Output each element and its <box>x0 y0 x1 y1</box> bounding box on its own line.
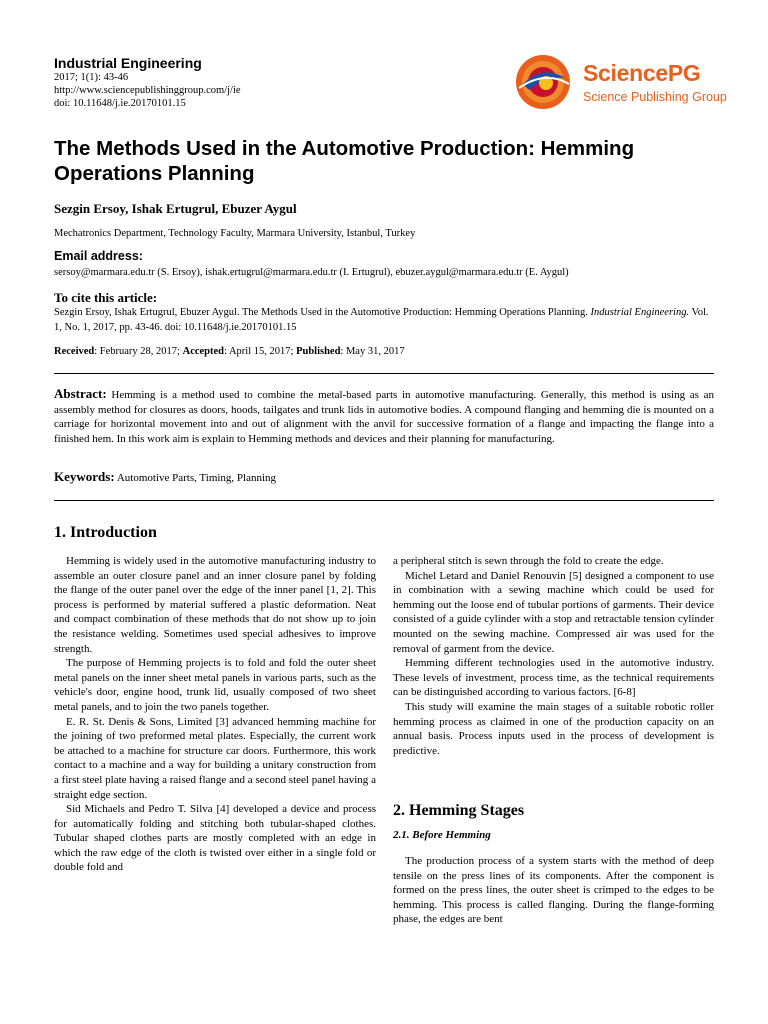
cite-label: To cite this article: <box>54 290 158 305</box>
abstract <box>54 387 714 446</box>
body-column-right-stages <box>393 854 714 927</box>
paragraph-continued: a peripheral stitch is sewn through the fold to create the edge. <box>393 555 664 567</box>
email-addresses[interactable]: sersoy@marmara.edu.tr (S. Ersoy), ishak.ertugrul@marmara.edu.tr (I. Ertugrul), ebuzer.aygul@marmara.edu.tr (E. Aygul) <box>54 267 569 278</box>
journal-meta <box>54 71 241 110</box>
keywords-text: Automotive Parts, Timing, Planning <box>116 472 277 484</box>
journal-issue: 2017; 1(1): 43-46 <box>54 72 129 83</box>
paper-title: The Methods Used in the Automotive Production: Hemming Operations Planning <box>54 137 635 185</box>
journal-url[interactable]: http://www.sciencepublishinggroup.com/j/ie <box>54 85 241 96</box>
published-label: Published <box>296 346 341 357</box>
paragraph: Michel Letard and Daniel Renouvin [5] designed a component to use in combination with a sewing machine which could be used for hemming out the loose end of tubular portions of garments. Their device consisted of a guide cylinder with a stop and retractable tension cylinder mounted on the sewing machine. Compressed air was used for the removal of garment from the device. <box>393 569 714 655</box>
abstract-label: Abstract: <box>54 386 107 401</box>
citation-text: Sezgin Ersoy, Ishak Ertugrul, Ebuzer Aygul. The Methods Used in the Automotive Production: Hemming Operations Planning. <box>54 307 591 318</box>
paragraph: E. R. St. Denis & Sons, Limited [3] advanced hemming machine for the joining of two preformed metal plates. Especially, the current work be attached to a machine for structure car doors. Furthermore, this work contact to a machine and a way for building a unitary construction from a first steel plate having a raised flange and a second steel panel having a straight edge section. <box>54 715 376 801</box>
logo-brand: SciencePG <box>583 60 701 86</box>
received-date: : February 28, 2017; <box>94 346 183 357</box>
keywords-label: Keywords: <box>54 469 115 484</box>
publication-dates <box>54 346 405 357</box>
paragraph: Hemming different technologies used in the automotive industry. These levels of investment, process time, as the technical requirements can be distinguished according to various factors. [6-8] <box>393 657 714 699</box>
abstract-text: Hemming is a method used to combine the metal-based parts in automotive manufacturing. Generally, this method is using as an assembly method for closures as doors, hoods, tailgates and trunk lids in automotive bodies. A compound flanging and hemming die is mounted on a carriage for horizontal movement into and out of alignment with the anvil for successive formation of a flange and impacting the flange into a finished hem. In this work aim is explain to Hemming methods and devices and their planning for manufacturing. <box>54 389 715 445</box>
publisher-logo <box>515 54 727 110</box>
keywords <box>54 469 276 485</box>
logo-subtitle: Science Publishing Group <box>583 90 727 104</box>
section-heading-introduction: 1. Introduction <box>54 524 157 541</box>
divider <box>54 373 714 374</box>
paper-authors: Sezgin Ersoy, Ishak Ertugrul, Ebuzer Aygul <box>54 201 297 216</box>
journal-doi: doi: 10.11648/j.ie.20170101.15 <box>54 98 186 109</box>
paragraph: Sid Michaels and Pedro T. Silva [4] developed a device and process for automatically folding and stitching both tubular-shaped clothes. Tubular shaped clothes parts are mostly completed with an edge in which the raw edge of the cloth is twisted over either in a single fold or double fold and <box>54 803 376 874</box>
citation-details: Vol. 1, No. 1, 2017, pp. 43-46. doi: 10.11648/j.ie.20170101.15 <box>54 307 709 333</box>
subsection-heading-before-hemming: 2.1. Before Hemming <box>393 829 491 841</box>
received-label: Received <box>54 346 95 357</box>
affiliation: Mechatronics Department, Technology Faculty, Marmara University, Istanbul, Turkey <box>54 228 416 239</box>
paragraph: The production process of a system starts with the method of deep tensile on the press lines of its components. After the component is formed on the press lines, the outer sheet is crimped to the edges to be hemming. This process is called flanging. During the flange-forming phase, the edges are bent <box>393 855 714 926</box>
email-label: Email address: <box>54 249 143 263</box>
paragraph: The purpose of Hemming projects is to fold and fold the outer sheet metal panels on the inner sheet metal panels in various parts, such as the vehicle's door, engine hood, trunk lid, usually composed of two sheet metal panels, and to join the two panels together. <box>54 657 376 713</box>
paragraph: Hemming is widely used in the automotive manufacturing industry to assemble an outer closure panel and an inner closure panel by folding the flange of the outer panel over the edge of the inner panel [1, 2]. This process is performed by material suffered a plastic deformation. Neat and compact combination of these methods that do not show up to join the resistance welding. Sometimes used special adhesives to improve strength. <box>54 555 376 655</box>
body-column-right <box>393 554 714 758</box>
accepted-label: Accepted <box>182 346 225 357</box>
citation-journal: Industrial Engineering. <box>590 307 690 318</box>
journal-name: Industrial Engineering <box>54 55 202 71</box>
accepted-date: : April 15, 2017; <box>224 346 297 357</box>
divider <box>54 500 714 501</box>
sciencepg-emblem-icon <box>515 54 571 110</box>
section-heading-hemming-stages: 2. Hemming Stages <box>393 802 525 819</box>
citation <box>54 306 714 335</box>
body-column-left <box>54 554 376 875</box>
published-date: : May 31, 2017 <box>340 346 405 357</box>
paragraph: This study will examine the main stages of a suitable robotic roller hemming process as claimed in one of the production capacity on an annual basis. Process inputs used in the process of development is predictive. <box>393 700 714 757</box>
